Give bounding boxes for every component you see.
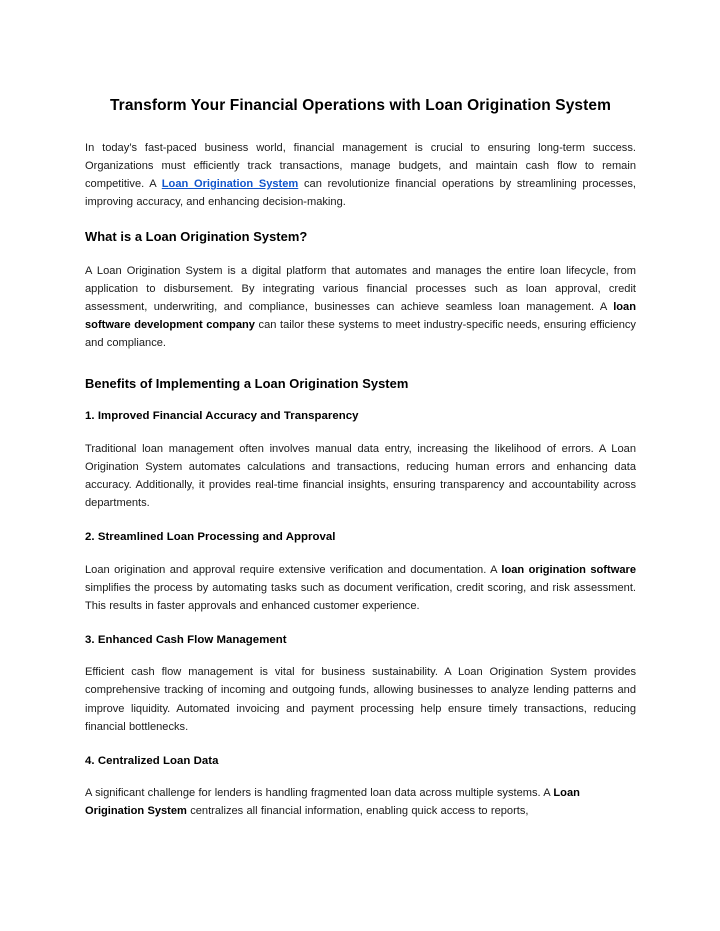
bold-loan-origination-software: loan origination software <box>501 563 636 576</box>
benefit-paragraph-3 <box>85 663 636 735</box>
bold-loan-software-development-company: loan software development company <box>85 301 636 332</box>
benefit-2-text-part1: Loan origination and approval require extensive verification and documentation. A <box>85 563 502 576</box>
intro-text-after-link: can revolutionize financial operations by streamlining processes, improving accuracy, and enhancing decision-making. <box>85 178 637 209</box>
loan-origination-system-link[interactable]: Loan Origination System <box>161 178 299 191</box>
section-heading-what-is: What is a Loan Origination System? <box>85 229 308 245</box>
benefit-heading-3: 3. Enhanced Cash Flow Management <box>85 633 287 646</box>
benefit-4-text-part2: centralizes all financial information, enabling quick access to reports, <box>186 805 529 818</box>
benefit-2-text-part2: simplifies the process by automating tasks such as document verification, credit scoring, and risk assessment. This results in faster approvals and enhanced customer experience. <box>85 581 636 612</box>
benefit-paragraph-4 <box>85 784 636 820</box>
intro-paragraph <box>85 139 636 211</box>
page-title: Transform Your Financial Operations with Loan Origination System <box>109 97 612 114</box>
benefit-paragraph-1 <box>85 440 636 512</box>
benefit-3-text-part1: Efficient cash flow management is vital for business sustainability. A Loan Origination System provides comprehensive tracking of incoming and outgoing funds, allowing businesses to analyze lending patterns and improve liquidity. Automated invoicing and payment processing help ensure timely transactions, reducing financial bottlenecks. <box>85 666 636 733</box>
what-is-text-part2: can tailor these systems to meet industry-specific needs, ensuring efficiency and compliance. <box>85 319 636 350</box>
intro-text-before-link: In today’s fast-paced business world, financial management is crucial to ensuring long-term success. Organizations must efficiently track transactions, manage budgets, and maintain cash flow to remain competitive. A <box>85 142 636 191</box>
what-is-paragraph <box>85 262 636 352</box>
benefit-4-text-part1: A significant challenge for lenders is handling fragmented loan data across multiple systems. A <box>85 787 554 800</box>
benefit-heading-1: 1. Improved Financial Accuracy and Transparency <box>85 410 359 423</box>
benefit-1-text-part1: Traditional loan management often involves manual data entry, increasing the likelihood of errors. A Loan Origination System automates calculations and transactions, reducing human errors and enhancing data accuracy. Additionally, it provides real-time financial insights, ensuring transparency and accountability across departments. <box>85 442 636 509</box>
document-content <box>85 93 636 820</box>
benefit-paragraph-2 <box>85 561 636 615</box>
benefit-heading-2: 2. Streamlined Loan Processing and Approval <box>85 531 336 544</box>
what-is-text-part1: A Loan Origination System is a digital platform that automates and manages the entire loan lifecycle, from application to disbursement. By integrating various financial processes such as loan approval, credit assessment, underwriting, and compliance, businesses can achieve seamless loan management. A <box>85 265 636 314</box>
section-heading-benefits: Benefits of Implementing a Loan Origination System <box>85 375 409 391</box>
bold-loan-origination-system: Loan Origination System <box>85 787 580 818</box>
benefit-heading-4: 4. Centralized Loan Data <box>85 754 219 767</box>
